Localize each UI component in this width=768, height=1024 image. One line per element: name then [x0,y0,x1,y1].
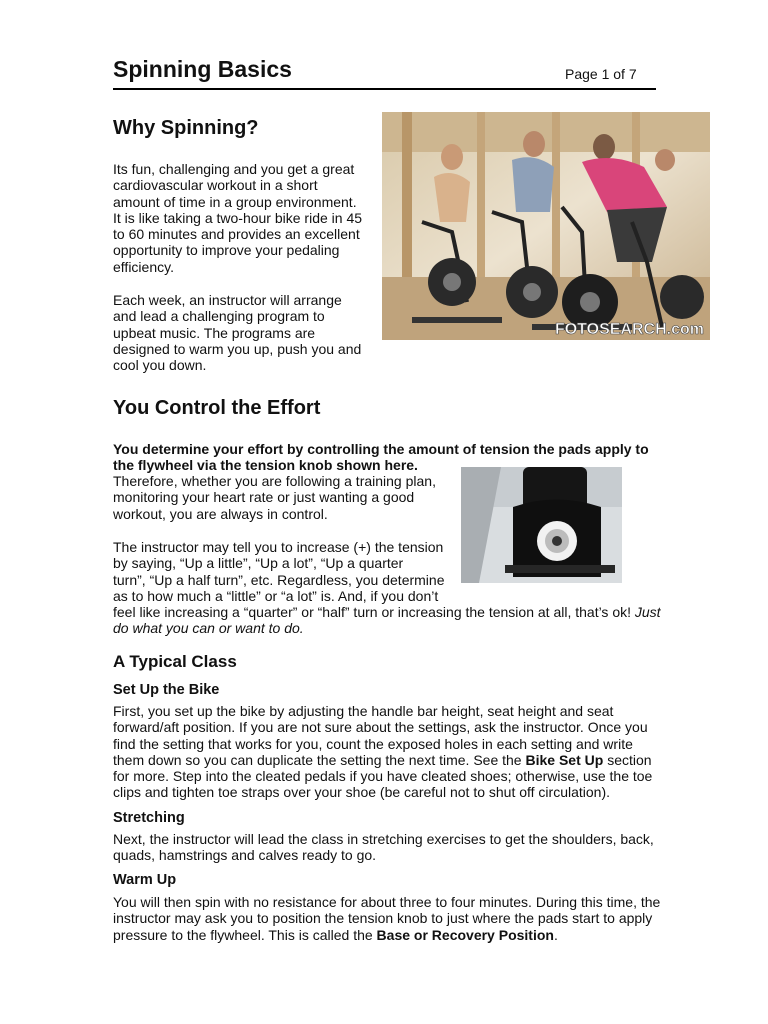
subheading-stretching: Stretching [113,810,185,826]
text-line: for more. Step into the cleated pedals if you have cleated shoes; otherwise, use the toe [113,768,653,785]
italic-text: do what you can or want to do. [113,620,304,637]
text-line: It is like taking a two-hour bike ride in 45 [113,209,363,226]
text-line: monitoring your heart rate or just wanting a good [113,489,415,506]
page-number: Page 1 of 7 [565,66,637,82]
section-heading-typical-class: A Typical Class [113,652,237,671]
text-line: workout, you are always in control. [113,505,328,522]
effort-paragraph-1 [113,473,436,522]
text-line: upbeat music. The programs are [113,324,316,341]
text-run: them down so you can duplicate the setting the next time. See the [113,751,522,768]
document-title: Spinning Basics [113,56,292,82]
text-line: designed to warm you up, push you and [113,340,362,357]
italic-text: Just [634,604,661,621]
subheading-warm-up: Warm Up [113,872,177,888]
text-line: amount of time in a group environment. [113,193,357,210]
text-run: . [553,926,558,943]
text-line [113,752,652,768]
text-line: quads, hamstrings and calves ready to go. [113,847,377,864]
setup-paragraph [113,703,652,801]
text-line: Each week, an instructor will arrange [113,292,342,308]
text-line: First, you set up the bike by adjusting the handle bar height, seat height and seat [113,703,614,719]
header-rule [113,88,656,90]
text-line: The instructor may tell you to increase (+) the tension [113,539,444,555]
text-run: pressure to the flywheel. This is called the [113,926,373,943]
text-line: forward/aft position. If you are not sure about the settings, ask the instructor. Once you [113,719,648,736]
text-line [113,604,661,620]
warmup-paragraph [113,894,660,943]
why-paragraph-1 [113,161,362,275]
subheading-set-up-bike: Set Up the Bike [113,682,220,698]
text-line: as to how much a “little” or “a lot” is. And, if you don’t [113,587,439,604]
text-line: instructor may ask you to position the tension knob to just where the pads start to apply [113,910,653,927]
text-line: cool you down. [113,357,207,374]
text-line: and lead a challenging program to [113,308,325,325]
text-run: section [607,751,652,768]
text-line: You determine your effort by controlling the amount of tension the pads apply to [113,441,649,457]
text-line: Next, the instructor will lead the class in stretching exercises to get the shoulders, back, [113,831,654,847]
text-line: efficiency. [113,258,174,275]
section-heading-control-effort: You Control the Effort [113,397,321,419]
text-line: cardiovascular workout in a short [113,177,318,194]
text-line: find the setting that works for you, count the exposed holes in each setting and write [113,735,633,752]
text-line: Its fun, challenging and you get a great [113,161,355,177]
spin-class-photo [382,112,710,340]
text-line: turn”, “Up a half turn”, etc. Regardless, you determine [113,571,445,588]
text-line: by saying, “Up a little”, “Up a lot”, “Up a quarter [113,555,404,572]
stretching-paragraph [113,831,654,864]
section-heading-why-spinning: Why Spinning? [113,117,259,139]
text-line: to 60 minutes and provides an excellent [113,226,360,243]
text-run: feel like increasing a “quarter” or “half” turn or increasing the tension at all, that’s ok! [113,604,631,621]
tension-knob-photo [461,467,622,583]
base-recovery-position-term: Base or Recovery Position [376,926,554,943]
bike-set-up-reference: Bike Set Up [525,751,604,768]
text-line: clips and tighten toe straps over your shoe (be careful not to shut off circulation). [113,784,611,801]
text-line: You will then spin with no resistance for about three to four minutes. During this time, the [113,894,661,910]
text-line: the flywheel via the tension knob shown here. [113,457,418,474]
text-line [113,927,660,943]
text-line: opportunity to improve your pedaling [113,242,340,259]
why-paragraph-2 [113,292,361,373]
text-line: Therefore, whether you are following a training plan, [113,473,436,489]
text-line [113,620,661,636]
photo-watermark: FOTOSEARCH.com [554,321,704,338]
